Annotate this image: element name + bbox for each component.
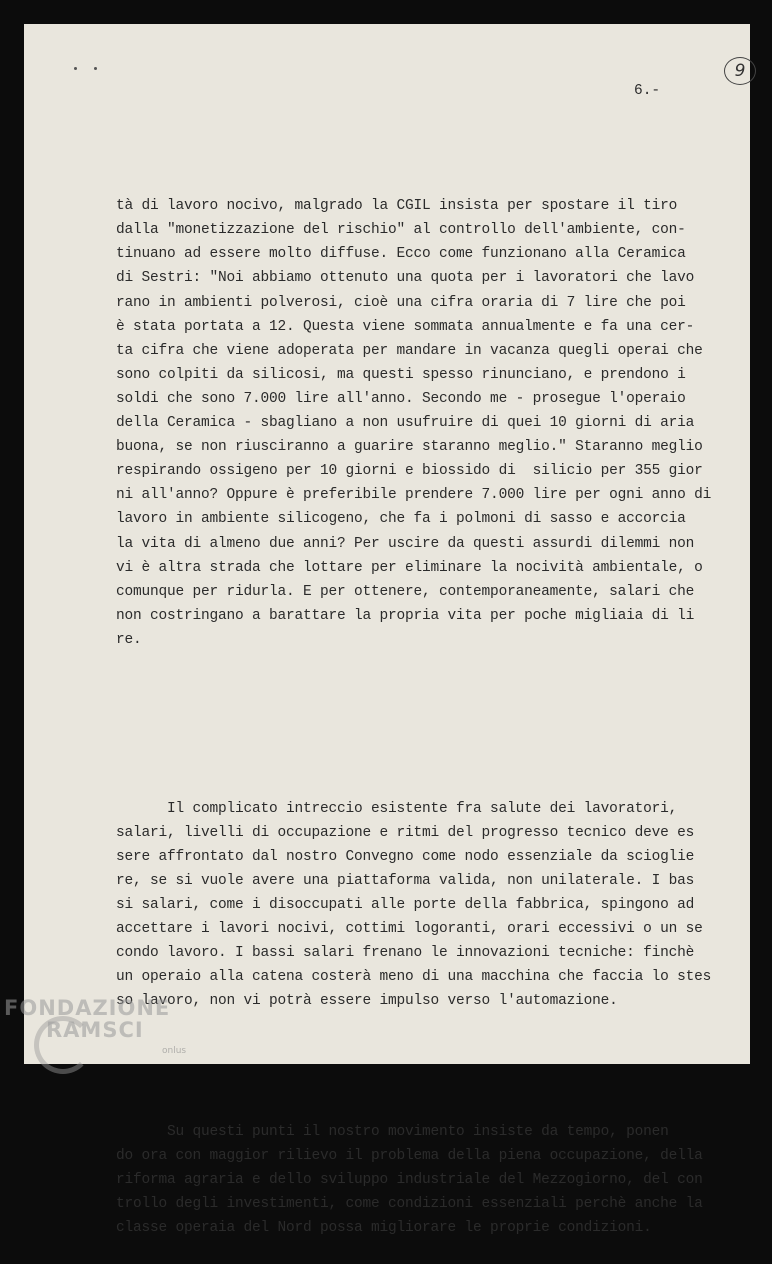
document-body bbox=[116, 146, 714, 1264]
watermark-line2: RAMSCI bbox=[46, 1018, 144, 1042]
paper-mark bbox=[74, 67, 77, 70]
paper-mark bbox=[94, 67, 97, 70]
paragraph-1: tà di lavoro nocivo, malgrado la CGIL insista per spostare il tiro dalla "monetizzazione del rischio" al controllo dell'ambiente, con- tinuano ad essere molto diffuse. Ecco come funzionano alla Ceramica di Sestri: "Noi abbiamo ottenuto una quota per i lavoratori che lavo rano in ambienti polverosi, cioè una cifra oraria di 7 lire che poi è stata portata a 12. Questa viene sommata annualmente e fa una cer- ta cifra che viene adoperata per mandare in vacanza quegli operai che sono colpiti da silicosi, ma questi spesso rinunciano, e prendono i soldi che sono 7.000 lire all'anno. Secondo me - prosegue l'operaio della Ceramica - sbagliano a non usufruire di quei 10 giorni di aria buona, se non riusciranno a guarire staranno meglio." Staranno meglio respirando ossigeno per 10 giorni e biossido di silicio per 355 gior ni all'anno? Oppure è preferibile prendere 7.000 lire per ogni anno di lavoro in ambiente silicogeno, che fa i polmoni di sasso e accorcia la vita di almeno due anni? Per uscire da questi assurdi dilemmi non vi è altra strada che lottare per eliminare la nocività ambientale, o comunque per ridurla. E per ottenere, contemporaneamente, salari che non costringano a barattare la propria vita per poche migliaia di li re. bbox=[116, 198, 712, 648]
paragraph-3: Su questi punti il nostro movimento insiste da tempo, ponen do ora con maggior rilievo il problema della piena occupazione, della riforma agraria e dello sviluppo industriale del Mezzogiorno, del con trollo degli investimenti, come condizioni essenziali perchè anche la classe operaia del Nord possa migliorare le proprie condizioni. bbox=[116, 1123, 703, 1237]
fondazione-gramsci-watermark bbox=[4, 996, 194, 1076]
watermark-onlus: onlus bbox=[162, 1046, 187, 1056]
paragraph-2: Il complicato intreccio esistente fra salute dei lavoratori, salari, livelli di occupazione e ritmi del progresso tecnico deve es sere affrontato dal nostro Convegno come nodo essenziale da scioglie re, se si vuole avere una piattaforma valida, non unilaterale. I bas si salari, come i disoccupati alle porte della fabbrica, spingono ad accettare i lavori nocivi, cottimi logoranti, orari eccessivi o un se condo lavoro. I bassi salari frenano le innovazioni tecniche: finchè un operaio alla catena costerà meno di una macchina che faccia lo stes so lavoro, non vi potrà essere impulso verso l'automazione. bbox=[116, 800, 712, 1010]
watermark-line1: FONDAZIONE bbox=[4, 996, 171, 1020]
page-number: 6.- bbox=[634, 83, 661, 99]
page-stamp: 9 bbox=[724, 57, 756, 85]
